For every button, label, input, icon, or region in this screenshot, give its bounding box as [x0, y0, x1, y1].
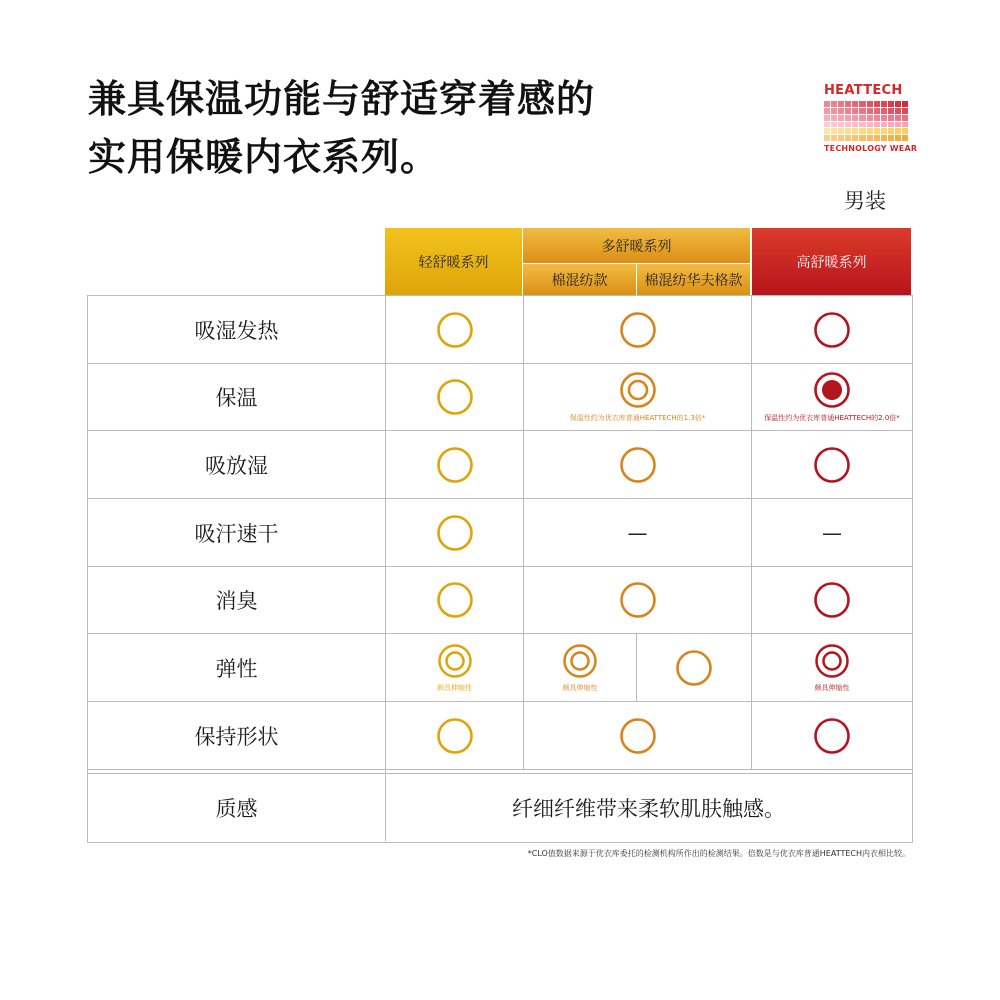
circle-icon	[436, 514, 474, 552]
logo-grid-cell	[852, 101, 858, 107]
logo-grid-cell	[867, 108, 873, 114]
column-header-light-label: 轻舒暖系列	[418, 254, 489, 271]
logo-grid-cell	[881, 122, 887, 128]
logo-grid-cell	[902, 108, 908, 114]
logo-grid-cell	[824, 115, 830, 121]
footnote: *CLO值数据来源于优衣库委托的检测机构所作出的检测结果。倍数是与优衣库普通HEATTECH内衣相比较。	[527, 849, 910, 858]
circle-icon	[436, 311, 474, 349]
logo-grid-cell	[859, 108, 865, 114]
logo-grid-cell	[824, 135, 830, 141]
logo-grid-cell	[838, 101, 844, 107]
logo-grid-cell	[831, 122, 837, 128]
cell-multi-waffle-stretch	[637, 634, 751, 701]
logo-grid-cell	[838, 122, 844, 128]
logo-grid-cell	[881, 128, 887, 134]
logo-grid-cell	[867, 128, 873, 134]
cell-light-deodorize	[386, 567, 523, 633]
logo-grid-cell	[888, 122, 894, 128]
cell-multi-deodorize	[524, 567, 751, 633]
logo-grid-cell	[845, 108, 851, 114]
headline	[88, 70, 595, 186]
column-header-light	[385, 228, 522, 295]
logo-grid-cell	[874, 122, 880, 128]
logo-grid-cell	[888, 128, 894, 134]
double-circle-icon	[814, 643, 850, 679]
logo-grid-cell	[881, 135, 887, 141]
logo-grid-cell	[845, 135, 851, 141]
logo-grid-cell	[867, 101, 873, 107]
double-circle-icon	[562, 643, 598, 679]
logo-grid-cell	[874, 115, 880, 121]
logo-grid-cell	[859, 128, 865, 134]
column-header-heavy-label: 高舒暖系列	[796, 254, 867, 271]
warmth-multi-note: 保温性约为优衣库普通HEATTECH的1.3倍*	[569, 414, 706, 422]
cell-heavy-shape-retention	[752, 702, 912, 769]
logo-grid-cell	[895, 128, 901, 134]
cell-heavy-warmth	[752, 364, 912, 430]
row-label-shape-retention: 保持形状	[194, 724, 279, 749]
warmth-heavy-note: 保温性约为优衣库普通HEATTECH的2.0倍*	[764, 414, 900, 422]
logo-grid-cell	[838, 128, 844, 134]
cell-multi-warmth	[524, 364, 751, 430]
cell-light-quick-dry	[386, 499, 523, 566]
cell-light-stretch	[386, 634, 523, 701]
circle-icon	[436, 446, 474, 484]
circle-icon	[813, 311, 851, 349]
column-subheader-cotton-label: 棉混纺款	[551, 272, 608, 289]
row-label-quick-dry: 吸汗速干	[194, 521, 279, 546]
logo-grid-cell	[874, 101, 880, 107]
gender-label: 男装	[844, 189, 886, 213]
logo-grid-cell	[874, 135, 880, 141]
logo-grid-cell	[859, 122, 865, 128]
circle-icon	[619, 311, 657, 349]
circle-icon	[619, 446, 657, 484]
logo-grid-cell	[895, 115, 901, 121]
cell-light-moisture-heat	[386, 296, 523, 363]
grid-line	[88, 769, 912, 770]
cell-light-moisture-absorb-release	[386, 431, 523, 498]
logo-grid-cell	[881, 108, 887, 114]
cell-multi-shape-retention	[524, 702, 751, 769]
logo-grid-cell	[867, 135, 873, 141]
circle-icon	[675, 649, 713, 687]
double-circle-icon	[619, 371, 657, 409]
cell-light-warmth	[386, 364, 523, 430]
column-subheader-cotton	[523, 264, 636, 295]
logo-grid-cell	[852, 135, 858, 141]
logo-grid-cell	[838, 108, 844, 114]
logo-grid-cell	[859, 115, 865, 121]
cell-light-shape-retention	[386, 702, 523, 769]
row-label-deodorize: 消臭	[215, 589, 258, 613]
row-label-moisture-absorb-release: 吸放湿	[205, 453, 268, 478]
logo-grid-cell	[824, 101, 830, 107]
logo-grid-cell	[845, 122, 851, 128]
column-subheader-waffle	[637, 264, 750, 295]
logo-grid-cell	[831, 135, 837, 141]
headline-line-1: 兼具保温功能与舒适穿着感的	[88, 77, 596, 121]
logo-grid-cell	[824, 108, 830, 114]
cell-multi-cotton-stretch	[524, 634, 636, 701]
logo-grid-cell	[845, 101, 851, 107]
logo-grid-cell	[895, 108, 901, 114]
row-label-texture: 质感	[215, 796, 258, 821]
logo-grid-cell	[902, 115, 908, 121]
cell-heavy-deodorize	[752, 567, 912, 633]
cell-heavy-moisture-absorb-release	[752, 431, 912, 498]
logo-grid-cell	[902, 135, 908, 141]
logo-sub-text: TECHNOLOGY WEAR	[824, 144, 918, 153]
logo-grid-cell	[838, 135, 844, 141]
logo-grid-cell	[867, 115, 873, 121]
column-subheader-waffle-label: 棉混纺华夫格款	[644, 272, 743, 289]
logo-grid-cell	[888, 135, 894, 141]
cell-multi-moisture-heat	[524, 296, 751, 363]
logo-grid-cell	[845, 128, 851, 134]
cell-heavy-quick-dry	[752, 499, 912, 566]
logo-grid-cell	[888, 108, 894, 114]
headline-line-2: 实用保暖内衣系列。	[88, 135, 440, 179]
logo-grid-cell	[824, 122, 830, 128]
circle-icon	[813, 581, 851, 619]
logo-grid-cell	[895, 122, 901, 128]
dash-mark: —	[627, 520, 648, 545]
logo-grid-cell	[852, 108, 858, 114]
cell-heavy-moisture-heat	[752, 296, 912, 363]
logo-grid-cell	[852, 122, 858, 128]
cell-multi-moisture-absorb-release	[524, 431, 751, 498]
row-label-moisture-heat: 吸湿发热	[194, 318, 279, 343]
logo-grid-cell	[845, 115, 851, 121]
circle-icon	[619, 717, 657, 755]
logo-grid-cell	[831, 108, 837, 114]
logo-grid-cell	[881, 101, 887, 107]
logo-grid-cell	[852, 128, 858, 134]
row-label-warmth: 保温	[215, 386, 258, 410]
cell-multi-quick-dry	[524, 499, 751, 566]
logo-grid-cell	[881, 115, 887, 121]
dash-mark: —	[822, 520, 842, 545]
logo-grid-cell	[831, 101, 837, 107]
logo-grid-cell	[902, 122, 908, 128]
logo-grid-cell	[874, 128, 880, 134]
logo-grid-cell	[867, 122, 873, 128]
comparison-table	[87, 295, 913, 843]
logo-grid-cell	[902, 101, 908, 107]
logo-grid-cell	[888, 115, 894, 121]
logo-grid-cell	[888, 101, 894, 107]
column-header-multi-label: 多舒暖系列	[601, 238, 672, 255]
logo-grid-cell	[831, 115, 837, 121]
stretch-light-note: 颇具伸缩性	[437, 683, 472, 692]
texture-value: 纤细纤维带来柔软肌肤触感。	[512, 796, 785, 821]
circle-icon	[619, 581, 657, 619]
logo-grid-cell	[902, 128, 908, 134]
heattech-logo	[824, 83, 918, 153]
column-header-multi	[523, 228, 750, 263]
filled-circle-icon	[813, 371, 851, 409]
logo-grid-cell	[852, 115, 858, 121]
logo-grid-cell	[895, 135, 901, 141]
logo-brand-text: HEATTECH	[824, 83, 903, 98]
circle-icon	[436, 581, 474, 619]
stretch-multi-note: 颇具伸缩性	[562, 683, 598, 692]
circle-icon	[436, 378, 474, 416]
logo-grid-cell	[859, 135, 865, 141]
circle-icon	[813, 717, 851, 755]
logo-grid-cell	[838, 115, 844, 121]
logo-gradient-grid	[824, 101, 908, 141]
double-circle-icon	[437, 643, 473, 679]
logo-grid-cell	[859, 101, 865, 107]
logo-grid-cell	[831, 128, 837, 134]
circle-icon	[436, 717, 474, 755]
row-label-stretch: 弹性	[215, 656, 258, 681]
stretch-heavy-note: 颇具伸缩性	[814, 683, 850, 692]
logo-grid-cell	[895, 101, 901, 107]
logo-grid-cell	[874, 108, 880, 114]
logo-grid-cell	[824, 128, 830, 134]
circle-icon	[813, 446, 851, 484]
column-header-heavy	[752, 228, 911, 295]
cell-heavy-stretch	[752, 634, 912, 701]
